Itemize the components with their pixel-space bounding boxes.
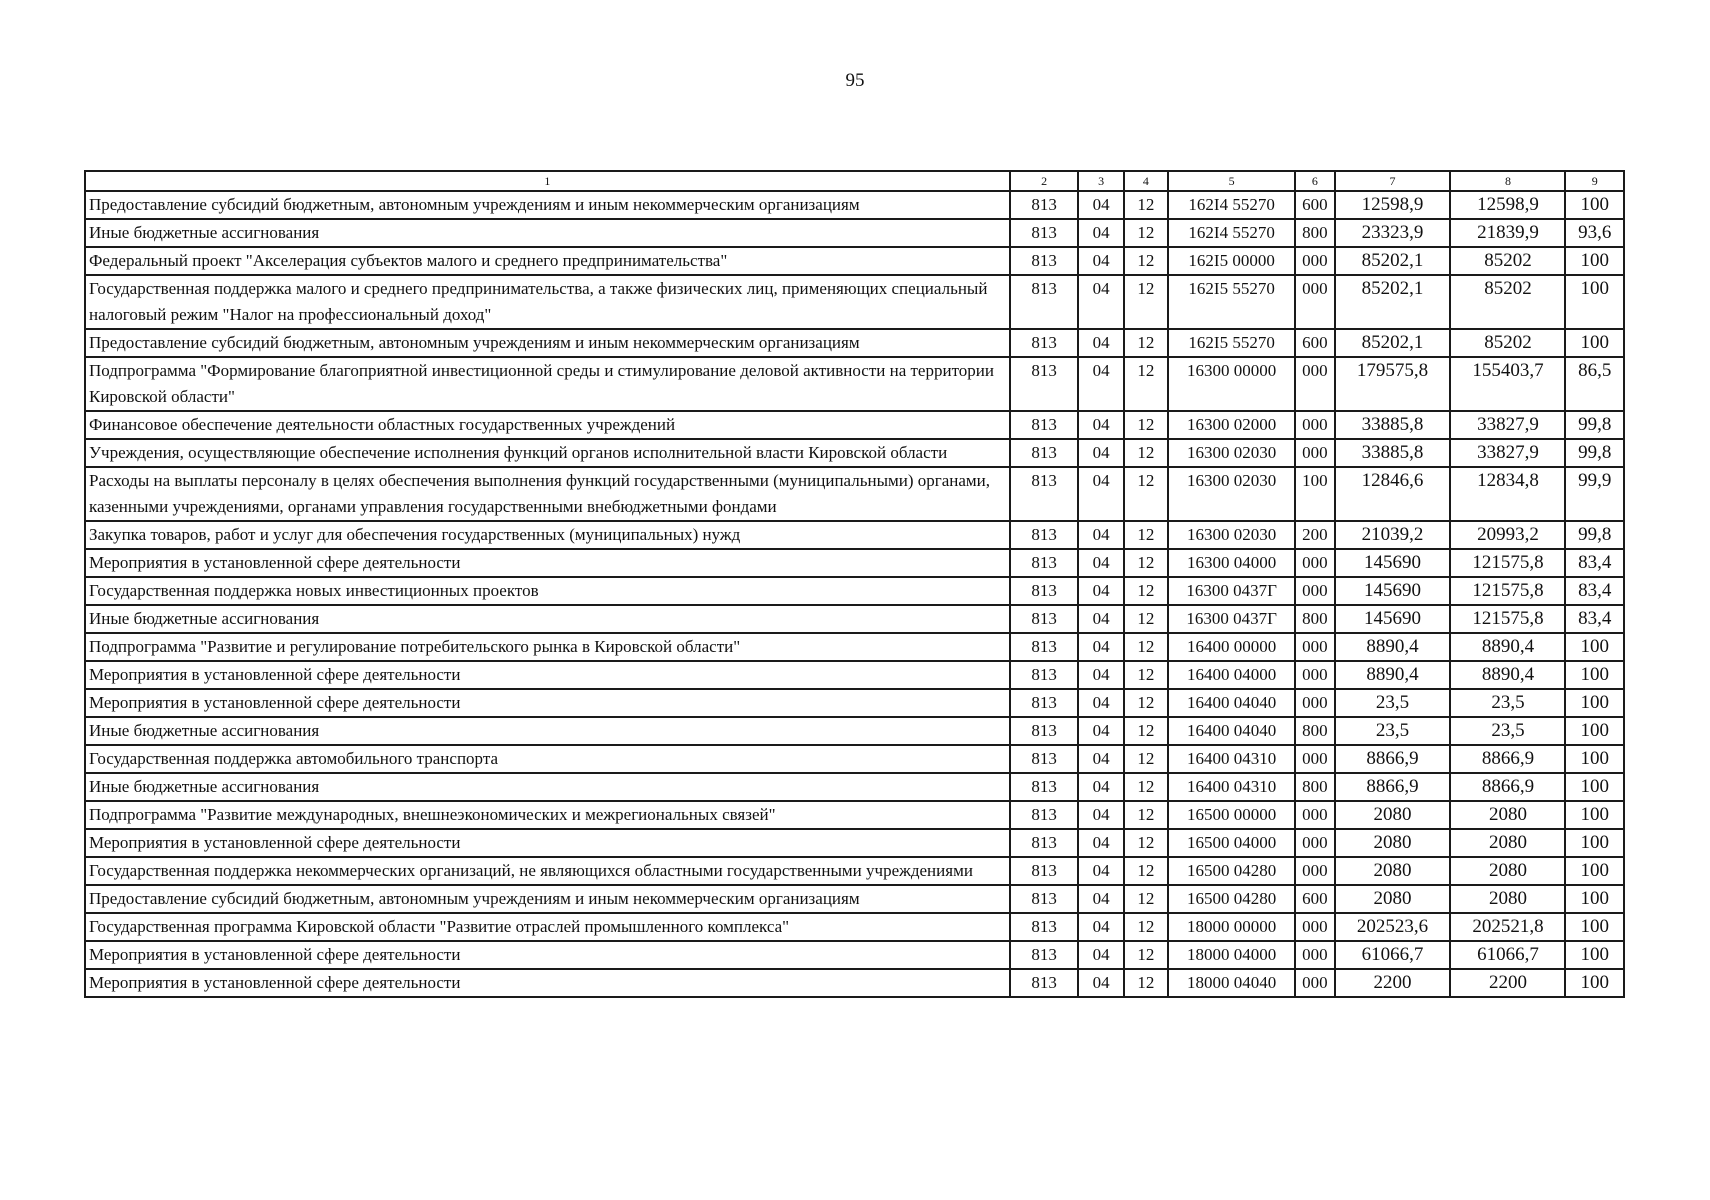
cell-code-2: 813 (1010, 857, 1079, 885)
cell-code-3: 04 (1078, 549, 1123, 577)
cell-code-3: 04 (1078, 717, 1123, 745)
cell-description: Учреждения, осуществляющие обеспечение исполнения функций органов исполнительной власти Кировской области (85, 439, 1010, 467)
cell-code-4: 12 (1124, 745, 1168, 773)
cell-code-2: 813 (1010, 439, 1079, 467)
table-row (85, 247, 1624, 275)
cell-code-6: 000 (1295, 941, 1334, 969)
cell-amount-8: 155403,7 (1450, 357, 1565, 411)
table-row (85, 689, 1624, 717)
cell-amount-8: 2080 (1450, 857, 1565, 885)
cell-amount-7: 8890,4 (1335, 661, 1451, 689)
cell-code-6: 000 (1295, 913, 1334, 941)
cell-amount-7: 145690 (1335, 605, 1451, 633)
cell-code-5: 18000 04000 (1168, 941, 1295, 969)
cell-description: Государственная поддержка малого и среднего предпринимательства, а также физических лиц, применяющих специальный налоговый режим "Налог на профессиональный доход" (85, 275, 1010, 329)
cell-percent-9: 99,8 (1565, 439, 1624, 467)
cell-code-6: 600 (1295, 329, 1334, 357)
cell-amount-8: 85202 (1450, 247, 1565, 275)
cell-amount-7: 8866,9 (1335, 745, 1451, 773)
cell-code-2: 813 (1010, 605, 1079, 633)
cell-code-2: 813 (1010, 275, 1079, 329)
cell-percent-9: 100 (1565, 773, 1624, 801)
cell-code-5: 162I5 00000 (1168, 247, 1295, 275)
cell-code-6: 800 (1295, 717, 1334, 745)
cell-description: Государственная поддержка автомобильного транспорта (85, 745, 1010, 773)
cell-code-5: 16300 0437Г (1168, 577, 1295, 605)
cell-code-4: 12 (1124, 521, 1168, 549)
cell-description: Мероприятия в установленной сфере деятельности (85, 941, 1010, 969)
cell-code-3: 04 (1078, 689, 1123, 717)
table-row (85, 577, 1624, 605)
cell-code-3: 04 (1078, 829, 1123, 857)
cell-description: Расходы на выплаты персоналу в целях обеспечения выполнения функций государственными (муниципальными) органами, казенными учреждениями, органами управления государственными внебюджетными фондами (85, 467, 1010, 521)
cell-code-3: 04 (1078, 801, 1123, 829)
cell-percent-9: 100 (1565, 633, 1624, 661)
cell-code-5: 162I4 55270 (1168, 219, 1295, 247)
cell-code-5: 16300 04000 (1168, 549, 1295, 577)
cell-code-3: 04 (1078, 275, 1123, 329)
cell-code-3: 04 (1078, 439, 1123, 467)
table-row (85, 661, 1624, 689)
cell-amount-8: 61066,7 (1450, 941, 1565, 969)
cell-amount-8: 12834,8 (1450, 467, 1565, 521)
cell-amount-7: 12846,6 (1335, 467, 1451, 521)
cell-percent-9: 99,8 (1565, 411, 1624, 439)
cell-code-4: 12 (1124, 219, 1168, 247)
cell-description: Мероприятия в установленной сфере деятельности (85, 689, 1010, 717)
cell-amount-7: 2080 (1335, 829, 1451, 857)
table-row (85, 885, 1624, 913)
cell-code-4: 12 (1124, 439, 1168, 467)
cell-code-4: 12 (1124, 633, 1168, 661)
table-row (85, 219, 1624, 247)
cell-code-6: 000 (1295, 275, 1334, 329)
cell-amount-7: 8866,9 (1335, 773, 1451, 801)
cell-code-2: 813 (1010, 633, 1079, 661)
table-row (85, 801, 1624, 829)
cell-amount-7: 2080 (1335, 885, 1451, 913)
cell-code-2: 813 (1010, 329, 1079, 357)
table-row (85, 969, 1624, 997)
cell-percent-9: 100 (1565, 745, 1624, 773)
cell-amount-8: 202521,8 (1450, 913, 1565, 941)
cell-code-2: 813 (1010, 191, 1079, 219)
cell-percent-9: 83,4 (1565, 605, 1624, 633)
cell-code-6: 600 (1295, 885, 1334, 913)
cell-code-2: 813 (1010, 801, 1079, 829)
cell-code-2: 813 (1010, 357, 1079, 411)
cell-code-5: 16300 02030 (1168, 521, 1295, 549)
cell-amount-8: 8866,9 (1450, 745, 1565, 773)
cell-code-4: 12 (1124, 773, 1168, 801)
cell-code-2: 813 (1010, 689, 1079, 717)
table-row (85, 773, 1624, 801)
cell-amount-7: 12598,9 (1335, 191, 1451, 219)
table-row (85, 411, 1624, 439)
cell-code-5: 16400 04000 (1168, 661, 1295, 689)
cell-code-6: 000 (1295, 829, 1334, 857)
table-row (85, 439, 1624, 467)
cell-code-4: 12 (1124, 801, 1168, 829)
column-header: 5 (1168, 171, 1295, 191)
cell-amount-8: 8890,4 (1450, 661, 1565, 689)
table-row (85, 275, 1624, 329)
cell-amount-8: 2080 (1450, 801, 1565, 829)
cell-code-3: 04 (1078, 577, 1123, 605)
table-row (85, 829, 1624, 857)
cell-amount-8: 33827,9 (1450, 439, 1565, 467)
cell-description: Подпрограмма "Развитие международных, внешнеэкономических и межрегиональных связей" (85, 801, 1010, 829)
cell-amount-7: 23,5 (1335, 717, 1451, 745)
cell-code-6: 000 (1295, 549, 1334, 577)
table-row (85, 521, 1624, 549)
cell-code-6: 000 (1295, 745, 1334, 773)
cell-code-6: 000 (1295, 801, 1334, 829)
cell-percent-9: 100 (1565, 801, 1624, 829)
cell-code-4: 12 (1124, 247, 1168, 275)
cell-description: Иные бюджетные ассигнования (85, 773, 1010, 801)
cell-code-6: 000 (1295, 633, 1334, 661)
budget-table (84, 170, 1625, 998)
cell-percent-9: 100 (1565, 717, 1624, 745)
cell-amount-7: 33885,8 (1335, 439, 1451, 467)
cell-code-3: 04 (1078, 969, 1123, 997)
cell-code-2: 813 (1010, 745, 1079, 773)
cell-amount-7: 145690 (1335, 549, 1451, 577)
cell-code-6: 000 (1295, 857, 1334, 885)
cell-code-6: 100 (1295, 467, 1334, 521)
cell-code-5: 16400 04040 (1168, 689, 1295, 717)
cell-code-5: 16400 00000 (1168, 633, 1295, 661)
cell-description: Государственная программа Кировской области "Развитие отраслей промышленного комплекса" (85, 913, 1010, 941)
cell-code-4: 12 (1124, 329, 1168, 357)
cell-code-4: 12 (1124, 661, 1168, 689)
column-header: 9 (1565, 171, 1624, 191)
table-row (85, 191, 1624, 219)
column-header: 7 (1335, 171, 1451, 191)
cell-amount-8: 85202 (1450, 329, 1565, 357)
cell-code-2: 813 (1010, 941, 1079, 969)
column-header: 2 (1010, 171, 1079, 191)
cell-code-6: 000 (1295, 357, 1334, 411)
cell-description: Государственная поддержка новых инвестиционных проектов (85, 577, 1010, 605)
cell-amount-7: 23323,9 (1335, 219, 1451, 247)
cell-code-4: 12 (1124, 857, 1168, 885)
cell-percent-9: 99,9 (1565, 467, 1624, 521)
cell-percent-9: 83,4 (1565, 577, 1624, 605)
cell-code-4: 12 (1124, 689, 1168, 717)
cell-code-4: 12 (1124, 941, 1168, 969)
table-body (85, 191, 1624, 997)
cell-code-3: 04 (1078, 745, 1123, 773)
cell-code-4: 12 (1124, 577, 1168, 605)
cell-code-6: 000 (1295, 969, 1334, 997)
cell-percent-9: 100 (1565, 191, 1624, 219)
cell-code-2: 813 (1010, 577, 1079, 605)
cell-code-3: 04 (1078, 357, 1123, 411)
cell-description: Подпрограмма "Развитие и регулирование потребительского рынка в Кировской области" (85, 633, 1010, 661)
cell-amount-8: 8890,4 (1450, 633, 1565, 661)
cell-code-4: 12 (1124, 411, 1168, 439)
cell-percent-9: 100 (1565, 689, 1624, 717)
cell-amount-7: 202523,6 (1335, 913, 1451, 941)
cell-code-5: 16300 00000 (1168, 357, 1295, 411)
cell-code-2: 813 (1010, 829, 1079, 857)
cell-code-6: 800 (1295, 773, 1334, 801)
cell-code-4: 12 (1124, 549, 1168, 577)
cell-percent-9: 100 (1565, 857, 1624, 885)
cell-description: Иные бюджетные ассигнования (85, 717, 1010, 745)
cell-percent-9: 100 (1565, 913, 1624, 941)
table-row (85, 605, 1624, 633)
cell-amount-7: 2200 (1335, 969, 1451, 997)
cell-code-5: 16300 02000 (1168, 411, 1295, 439)
cell-code-3: 04 (1078, 467, 1123, 521)
cell-code-2: 813 (1010, 219, 1079, 247)
table-row (85, 467, 1624, 521)
cell-code-3: 04 (1078, 191, 1123, 219)
table-row (85, 633, 1624, 661)
table-row (85, 717, 1624, 745)
cell-code-2: 813 (1010, 411, 1079, 439)
cell-amount-7: 2080 (1335, 857, 1451, 885)
cell-amount-8: 20993,2 (1450, 521, 1565, 549)
cell-description: Предоставление субсидий бюджетным, автономным учреждениям и иным некоммерческим организациям (85, 885, 1010, 913)
cell-code-5: 16500 04280 (1168, 885, 1295, 913)
cell-code-2: 813 (1010, 661, 1079, 689)
cell-code-5: 162I5 55270 (1168, 329, 1295, 357)
cell-amount-8: 21839,9 (1450, 219, 1565, 247)
column-header: 1 (85, 171, 1010, 191)
cell-code-2: 813 (1010, 885, 1079, 913)
cell-percent-9: 100 (1565, 829, 1624, 857)
cell-amount-8: 12598,9 (1450, 191, 1565, 219)
cell-code-5: 162I5 55270 (1168, 275, 1295, 329)
cell-code-6: 000 (1295, 411, 1334, 439)
table-row (85, 329, 1624, 357)
cell-code-4: 12 (1124, 913, 1168, 941)
cell-description: Иные бюджетные ассигнования (85, 219, 1010, 247)
cell-code-3: 04 (1078, 857, 1123, 885)
cell-code-3: 04 (1078, 885, 1123, 913)
cell-code-2: 813 (1010, 247, 1079, 275)
cell-description: Государственная поддержка некоммерческих организаций, не являющихся областными государственными учреждениями (85, 857, 1010, 885)
cell-code-6: 200 (1295, 521, 1334, 549)
column-header: 6 (1295, 171, 1334, 191)
cell-code-4: 12 (1124, 829, 1168, 857)
cell-amount-7: 21039,2 (1335, 521, 1451, 549)
cell-code-3: 04 (1078, 773, 1123, 801)
cell-code-2: 813 (1010, 969, 1079, 997)
cell-code-5: 16500 04000 (1168, 829, 1295, 857)
table-row (85, 913, 1624, 941)
cell-percent-9: 100 (1565, 885, 1624, 913)
cell-amount-7: 33885,8 (1335, 411, 1451, 439)
cell-amount-7: 145690 (1335, 577, 1451, 605)
cell-amount-8: 121575,8 (1450, 549, 1565, 577)
cell-code-2: 813 (1010, 717, 1079, 745)
header-row (85, 171, 1624, 191)
cell-code-3: 04 (1078, 661, 1123, 689)
cell-percent-9: 100 (1565, 661, 1624, 689)
cell-description: Подпрограмма "Формирование благоприятной инвестиционной среды и стимулирование деловой активности на территории Кировской области" (85, 357, 1010, 411)
cell-code-3: 04 (1078, 913, 1123, 941)
cell-description: Предоставление субсидий бюджетным, автономным учреждениям и иным некоммерческим организациям (85, 191, 1010, 219)
cell-percent-9: 99,8 (1565, 521, 1624, 549)
cell-description: Федеральный проект "Акселерация субъектов малого и среднего предпринимательства" (85, 247, 1010, 275)
column-header: 3 (1078, 171, 1123, 191)
page-number: 95 (845, 70, 865, 91)
cell-code-4: 12 (1124, 467, 1168, 521)
cell-code-3: 04 (1078, 605, 1123, 633)
cell-code-5: 16300 02030 (1168, 467, 1295, 521)
cell-amount-7: 2080 (1335, 801, 1451, 829)
cell-code-3: 04 (1078, 521, 1123, 549)
cell-amount-8: 121575,8 (1450, 605, 1565, 633)
cell-percent-9: 83,4 (1565, 549, 1624, 577)
cell-amount-8: 2080 (1450, 829, 1565, 857)
cell-percent-9: 100 (1565, 969, 1624, 997)
cell-description: Мероприятия в установленной сфере деятельности (85, 829, 1010, 857)
cell-description: Мероприятия в установленной сфере деятельности (85, 969, 1010, 997)
cell-code-2: 813 (1010, 521, 1079, 549)
cell-code-6: 000 (1295, 439, 1334, 467)
cell-amount-7: 85202,1 (1335, 329, 1451, 357)
cell-percent-9: 100 (1565, 941, 1624, 969)
cell-code-4: 12 (1124, 885, 1168, 913)
cell-code-4: 12 (1124, 969, 1168, 997)
cell-code-6: 800 (1295, 219, 1334, 247)
cell-code-5: 16300 0437Г (1168, 605, 1295, 633)
cell-code-5: 16300 02030 (1168, 439, 1295, 467)
cell-code-6: 000 (1295, 661, 1334, 689)
table-row (85, 745, 1624, 773)
column-header: 4 (1124, 171, 1168, 191)
cell-percent-9: 86,5 (1565, 357, 1624, 411)
cell-code-5: 16500 00000 (1168, 801, 1295, 829)
cell-amount-7: 85202,1 (1335, 247, 1451, 275)
cell-code-3: 04 (1078, 247, 1123, 275)
cell-code-5: 18000 04040 (1168, 969, 1295, 997)
cell-code-2: 813 (1010, 549, 1079, 577)
cell-percent-9: 93,6 (1565, 219, 1624, 247)
cell-description: Мероприятия в установленной сфере деятельности (85, 549, 1010, 577)
cell-code-3: 04 (1078, 219, 1123, 247)
table-row (85, 549, 1624, 577)
cell-code-5: 16400 04040 (1168, 717, 1295, 745)
table-row (85, 941, 1624, 969)
cell-code-5: 18000 00000 (1168, 913, 1295, 941)
cell-code-4: 12 (1124, 191, 1168, 219)
cell-description: Мероприятия в установленной сфере деятельности (85, 661, 1010, 689)
cell-description: Закупка товаров, работ и услуг для обеспечения государственных (муниципальных) нужд (85, 521, 1010, 549)
cell-code-4: 12 (1124, 605, 1168, 633)
cell-code-4: 12 (1124, 717, 1168, 745)
cell-code-5: 16400 04310 (1168, 773, 1295, 801)
cell-code-4: 12 (1124, 275, 1168, 329)
cell-percent-9: 100 (1565, 329, 1624, 357)
cell-code-6: 000 (1295, 577, 1334, 605)
column-header: 8 (1450, 171, 1565, 191)
cell-amount-7: 85202,1 (1335, 275, 1451, 329)
cell-code-3: 04 (1078, 329, 1123, 357)
cell-code-6: 000 (1295, 247, 1334, 275)
table-row (85, 357, 1624, 411)
cell-code-2: 813 (1010, 773, 1079, 801)
cell-code-3: 04 (1078, 941, 1123, 969)
cell-code-4: 12 (1124, 357, 1168, 411)
cell-amount-8: 2080 (1450, 885, 1565, 913)
cell-amount-8: 85202 (1450, 275, 1565, 329)
cell-code-5: 162I4 55270 (1168, 191, 1295, 219)
cell-amount-8: 8866,9 (1450, 773, 1565, 801)
cell-percent-9: 100 (1565, 247, 1624, 275)
cell-amount-8: 2200 (1450, 969, 1565, 997)
cell-amount-7: 8890,4 (1335, 633, 1451, 661)
cell-amount-8: 23,5 (1450, 689, 1565, 717)
cell-amount-7: 179575,8 (1335, 357, 1451, 411)
cell-code-3: 04 (1078, 411, 1123, 439)
cell-percent-9: 100 (1565, 275, 1624, 329)
cell-code-2: 813 (1010, 913, 1079, 941)
table-row (85, 857, 1624, 885)
cell-code-3: 04 (1078, 633, 1123, 661)
cell-amount-7: 23,5 (1335, 689, 1451, 717)
cell-amount-7: 61066,7 (1335, 941, 1451, 969)
cell-description: Иные бюджетные ассигнования (85, 605, 1010, 633)
cell-amount-8: 121575,8 (1450, 577, 1565, 605)
cell-description: Предоставление субсидий бюджетным, автономным учреждениям и иным некоммерческим организациям (85, 329, 1010, 357)
cell-description: Финансовое обеспечение деятельности областных государственных учреждений (85, 411, 1010, 439)
cell-amount-8: 23,5 (1450, 717, 1565, 745)
cell-code-5: 16500 04280 (1168, 857, 1295, 885)
cell-code-2: 813 (1010, 467, 1079, 521)
cell-code-6: 000 (1295, 689, 1334, 717)
cell-code-6: 600 (1295, 191, 1334, 219)
cell-amount-8: 33827,9 (1450, 411, 1565, 439)
cell-code-6: 800 (1295, 605, 1334, 633)
cell-code-5: 16400 04310 (1168, 745, 1295, 773)
